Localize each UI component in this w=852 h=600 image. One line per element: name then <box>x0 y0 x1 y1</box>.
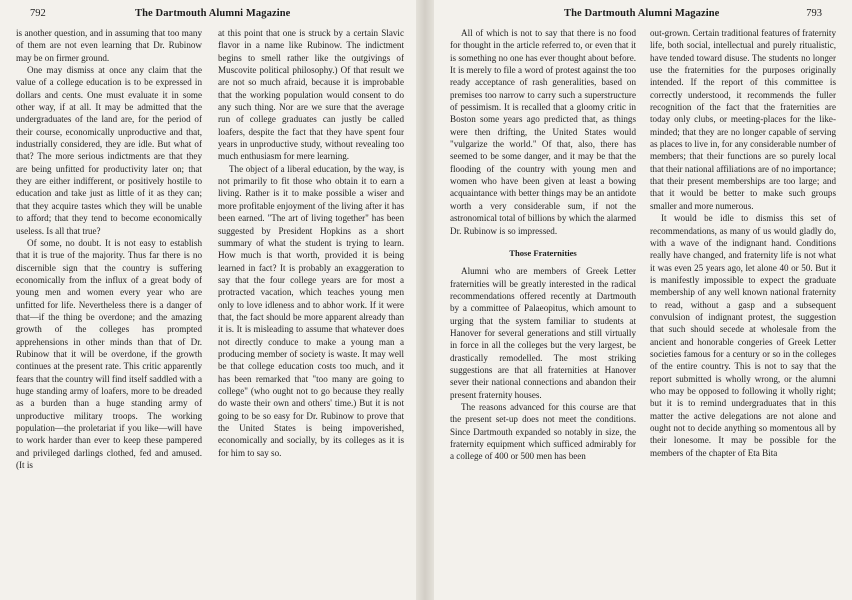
section-heading: Those Fraternities <box>509 247 577 258</box>
page-number: 792 <box>30 8 46 19</box>
paragraph: The reasons advanced for this course are that the present set-up does not meet the conditions. Since Dartmouth expanded so notably in size, the fraternity equipment which sufficed admirably for a college of 400 or 500 men has been <box>450 401 636 462</box>
paragraph: The object of a liberal education, by the way, is not primarily to fit those who obtain it to earn a living. Rather is it to make possible a wiser and more profitable enjoyment of the living after it has been earned. "The art of living together" has been suggested by President Hopkins as a short summary of what the student is trying to learn. How much is that worth, provided it is being learned in fact? It is probably an exaggeration to say that the four college years are for most a protracted vacation, which teaches young men only to love idleness and to abhor work. If it were that, the fact should be more apparent already than it is. It is misleading to assume that whatever does not directly conduce to make a young man a producing member of society is waste. It may well be that college education costs too much, and it has been remarked that "too many are going to college" (who ought not to go because they really do waste their own and others' time.) But it is not going to be so easy for Dr. Rubinow to prove that the United States is being impoverished, economically and socially, by its colleges as it is for him to say so. <box>218 163 404 458</box>
right-page-column-1 <box>450 27 636 595</box>
paragraph: at this point that one is struck by a certain Slavic flavor in a name like Rubinow. The indictment begins to smell rather like the outgivings of Muscovite political philosophy.) Of that result we are not so much afraid, because it is improbable that the working population would consent to do any such thing. Nor are we sure that the average run of college graduates can justly be called loafers, despite the fact that they have spent four years in unproductive study, without revealing too much enthusiasm for mere learning. <box>218 28 404 162</box>
left-page <box>0 0 416 600</box>
running-title: The Dartmouth Alumni Magazine <box>564 8 720 19</box>
paragraph: out-grown. Certain traditional features of fraternity life, both social, intellectual and purely ritualistic, have tended toward disuse. The students no longer use the fraternities for the purposes originally intended. If the report of this committee is correctly understood, it recommends the fuller recognition of the fact that the fraternities are today only clubs, or meeting-places for the like-minded; that they are no longer capable of serving as places to live in, for any considerable number of members; that their functions are so purely local that their national affiliations are of no importance; that their present memberships are too large; and that it would be better to make such groups smaller and more numerous. <box>650 28 836 211</box>
left-page-header <box>0 8 416 24</box>
paragraph: Of some, no doubt. It is not easy to establish that it is true of the majority. Thus far there is no discernible sign that the country is suffering economically from the influx of a great body of young men and women every year who are unfitted for life. Nevertheless there is a danger of that—if the thing be overdone; and the amazing growth of the colleges has prompted apprehensions in other minds than that of Dr. Rubinow that it will be overdone, if the growth continues at the present rate. This critic apparently fears that the country will find itself saddled with a huge standing army of loafers, more to be dreaded as a burden than a huge standing army of unproductive military troops. The working population—the proletariat if you like—will have to work harder than ever to keep these pampered and privileged darlings clothed, fed and amused. (It is <box>16 237 202 471</box>
running-title: The Dartmouth Alumni Magazine <box>135 8 291 19</box>
paragraph: is another question, and in assuming that too many of them are not even learning that Dr. Rubinow may be on firmer ground. <box>16 28 202 63</box>
left-page-column-2 <box>218 27 404 595</box>
paragraph: All of which is not to say that there is no food for thought in the article referred to, or even that it is something no one has ever thought about before. It is merely to file a word of protest against the too ready acceptance of rash generalities, based on premises too narrow to carry such a superstructure of pessimism. It is recalled that a gloomy critic in Boston some years ago predicted that, as things were then drifting, the United States would "vulgarize the world." Of that, also, there has seemed to be some danger, and it may be that the flooding of the country with young men and women who have been given at least a bowing acquaintance with better things may be an antidote worth a very considerable sum, if not the astronomical total of billions by which the alarmed Dr. Rubinow is so impressed. <box>450 28 636 236</box>
right-page <box>434 0 852 600</box>
right-page-column-2 <box>650 27 836 595</box>
right-page-header <box>434 8 852 24</box>
book-gutter <box>416 0 434 600</box>
left-page-column-1 <box>16 27 202 595</box>
page-number: 793 <box>806 8 822 19</box>
paragraph: One may dismiss at once any claim that the value of a college education is to be expressed in dollars and cents. One must evaluate it in some other way, if at all. It may be admitted that the undergraduates of the land are, for the period of their course, economically unproductive and that, industrially considered, they are idle. But what of that? The more serious indictments are that they are being unfitted for productivity later on; that they are either indifferent, or positively hostile to education and take just as little of it as they can; that they acquire tastes which they will be unable to afford; that they tend to become economically useless. Is all that true? <box>16 65 202 236</box>
paragraph: It would be idle to dismiss this set of recommendations, as many of us would gladly do, with a wave of the indignant hand. Conditions really have changed, and fraternity life is not what it was even 25 years ago, let alone 40 or 50. But it is manifestly impossible to expect the graduate membership of any well known national fraternity to read, without a gasp and a subsequent convulsion of indignant protest, the suggestion that such should secede at wholesale from the ancient and honorable congeries of Greek Letter societies famous for a century or so in the colleges of the entire country. This is not to say that the report submitted is wholly wrong, or the alumni who may be opposed to following it wholly right; but it is to remind undergraduates that in this matter the active delegations are not alone and ought not to decide anything so momentous all by their lonesome. It may be possible for the members of the chapter of Eta Bita <box>650 213 836 458</box>
paragraph: Alumni who are members of Greek Letter fraternities will be greatly interested in the radical recommendations offered recently at Dartmouth by a committee of Palaeopitus, which amount to urging that the system familiar to students at Hanover for several generations and still virtually in force in all the colleges but the very largest, be drastically remodelled. The most striking suggestions are that all fraternities at Hanover sever their national connections and abandon their present fraternity houses. <box>450 266 636 400</box>
